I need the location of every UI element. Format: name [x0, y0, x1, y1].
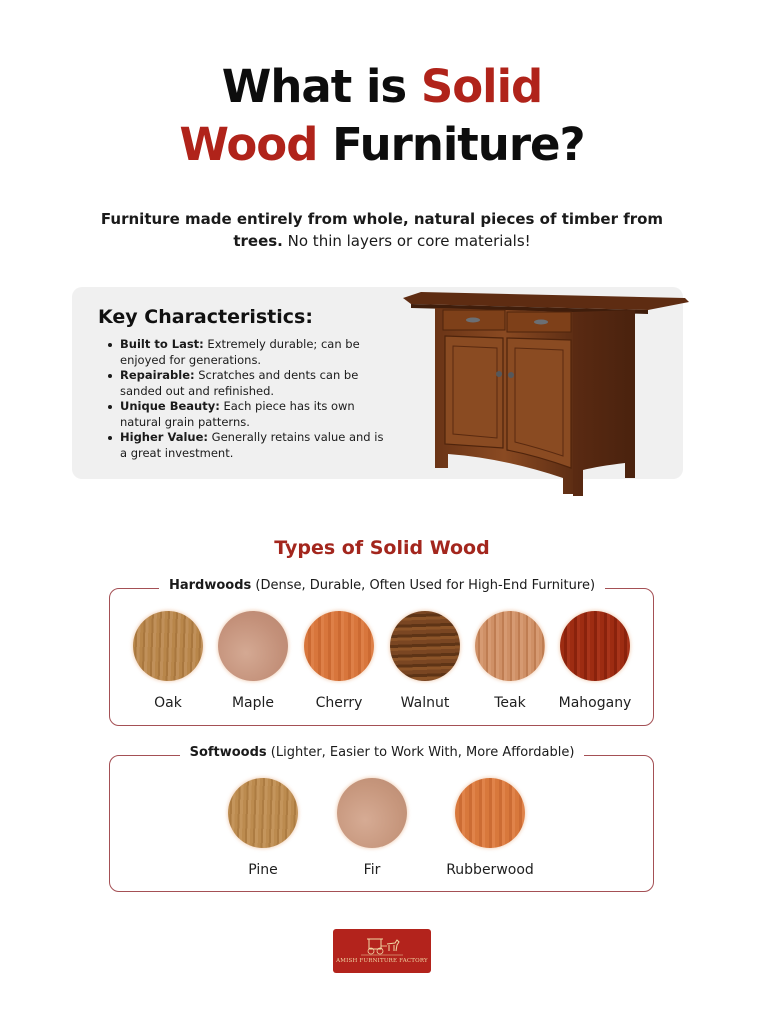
intro-normal: No thin layers or core materials!	[282, 232, 531, 250]
wooden-cabinet-image	[403, 288, 691, 500]
softwoods-description: (Lighter, Easier to Work With, More Affordable)	[266, 745, 575, 760]
title-accent-solid: Solid	[420, 60, 543, 113]
hardwoods-label	[0, 578, 764, 593]
hardwoods-description: (Dense, Durable, Often Used for High-End Furniture)	[251, 578, 596, 593]
list-item	[106, 399, 384, 430]
title-line-1	[0, 58, 764, 116]
item-label: Built to Last:	[120, 337, 204, 351]
brand-logo[interactable]	[333, 929, 431, 973]
softwoods-title: Softwoods	[189, 745, 267, 760]
wood-swatch-pine	[218, 778, 308, 878]
walnut-swatch-icon	[390, 611, 460, 681]
swatch-label: Fir	[363, 862, 381, 878]
characteristics-list	[106, 337, 384, 461]
swatch-label: Cherry	[315, 695, 363, 711]
swatch-label: Pine	[248, 862, 278, 878]
swatch-label: Oak	[154, 695, 182, 711]
swatch-label: Mahogany	[558, 695, 632, 711]
title-text: Furniture?	[317, 118, 585, 171]
logo-text: AMISH FURNITURE FACTORY	[336, 958, 428, 964]
hardwoods-title: Hardwoods	[168, 578, 252, 593]
rubberwood-swatch-icon	[455, 778, 525, 848]
wood-swatch-walnut	[380, 611, 470, 711]
intro-definition	[90, 208, 674, 252]
title-line-2	[0, 116, 764, 174]
teak-swatch-icon	[475, 611, 545, 681]
list-item	[106, 430, 384, 461]
pine-swatch-icon	[228, 778, 298, 848]
horse-buggy-icon	[333, 929, 431, 959]
item-text: Scratches and dents can be sanded out and refinished.	[120, 368, 359, 398]
list-item	[106, 337, 384, 368]
item-text: Extremely durable; can be enjoyed for generations.	[120, 337, 360, 367]
swatch-label: Walnut	[400, 695, 450, 711]
softwoods-label	[0, 745, 764, 760]
maple-swatch-icon	[218, 611, 288, 681]
item-label: Higher Value:	[120, 430, 209, 444]
item-text: Each piece has its own natural grain patterns.	[120, 399, 355, 429]
types-heading: Types of Solid Wood	[274, 537, 490, 559]
title-accent-wood: Wood	[179, 118, 318, 171]
swatch-label: Teak	[494, 695, 526, 711]
item-label: Unique Beauty:	[120, 399, 220, 413]
item-text: Generally retains value and is a great investment.	[120, 430, 384, 460]
cherry-swatch-icon	[304, 611, 374, 681]
wood-swatch-fir	[327, 778, 417, 878]
fir-swatch-icon	[337, 778, 407, 848]
characteristics-heading: Key Characteristics:	[98, 306, 313, 328]
wood-swatch-rubberwood	[445, 778, 535, 878]
swatch-label: Maple	[231, 695, 275, 711]
wood-swatch-teak	[465, 611, 555, 711]
page-title	[0, 58, 764, 174]
swatch-label: Rubberwood	[446, 862, 534, 878]
mahogany-swatch-icon	[560, 611, 630, 681]
item-label: Repairable:	[120, 368, 195, 382]
list-item	[106, 368, 384, 399]
wood-swatch-cherry	[294, 611, 384, 711]
intro-bold: Furniture made entirely from whole, natural pieces of timber from trees.	[100, 210, 664, 250]
oak-swatch-icon	[133, 611, 203, 681]
title-text: What is	[221, 60, 421, 113]
wood-swatch-oak	[123, 611, 213, 711]
wood-swatch-maple	[208, 611, 298, 711]
wood-swatch-mahogany	[550, 611, 640, 711]
